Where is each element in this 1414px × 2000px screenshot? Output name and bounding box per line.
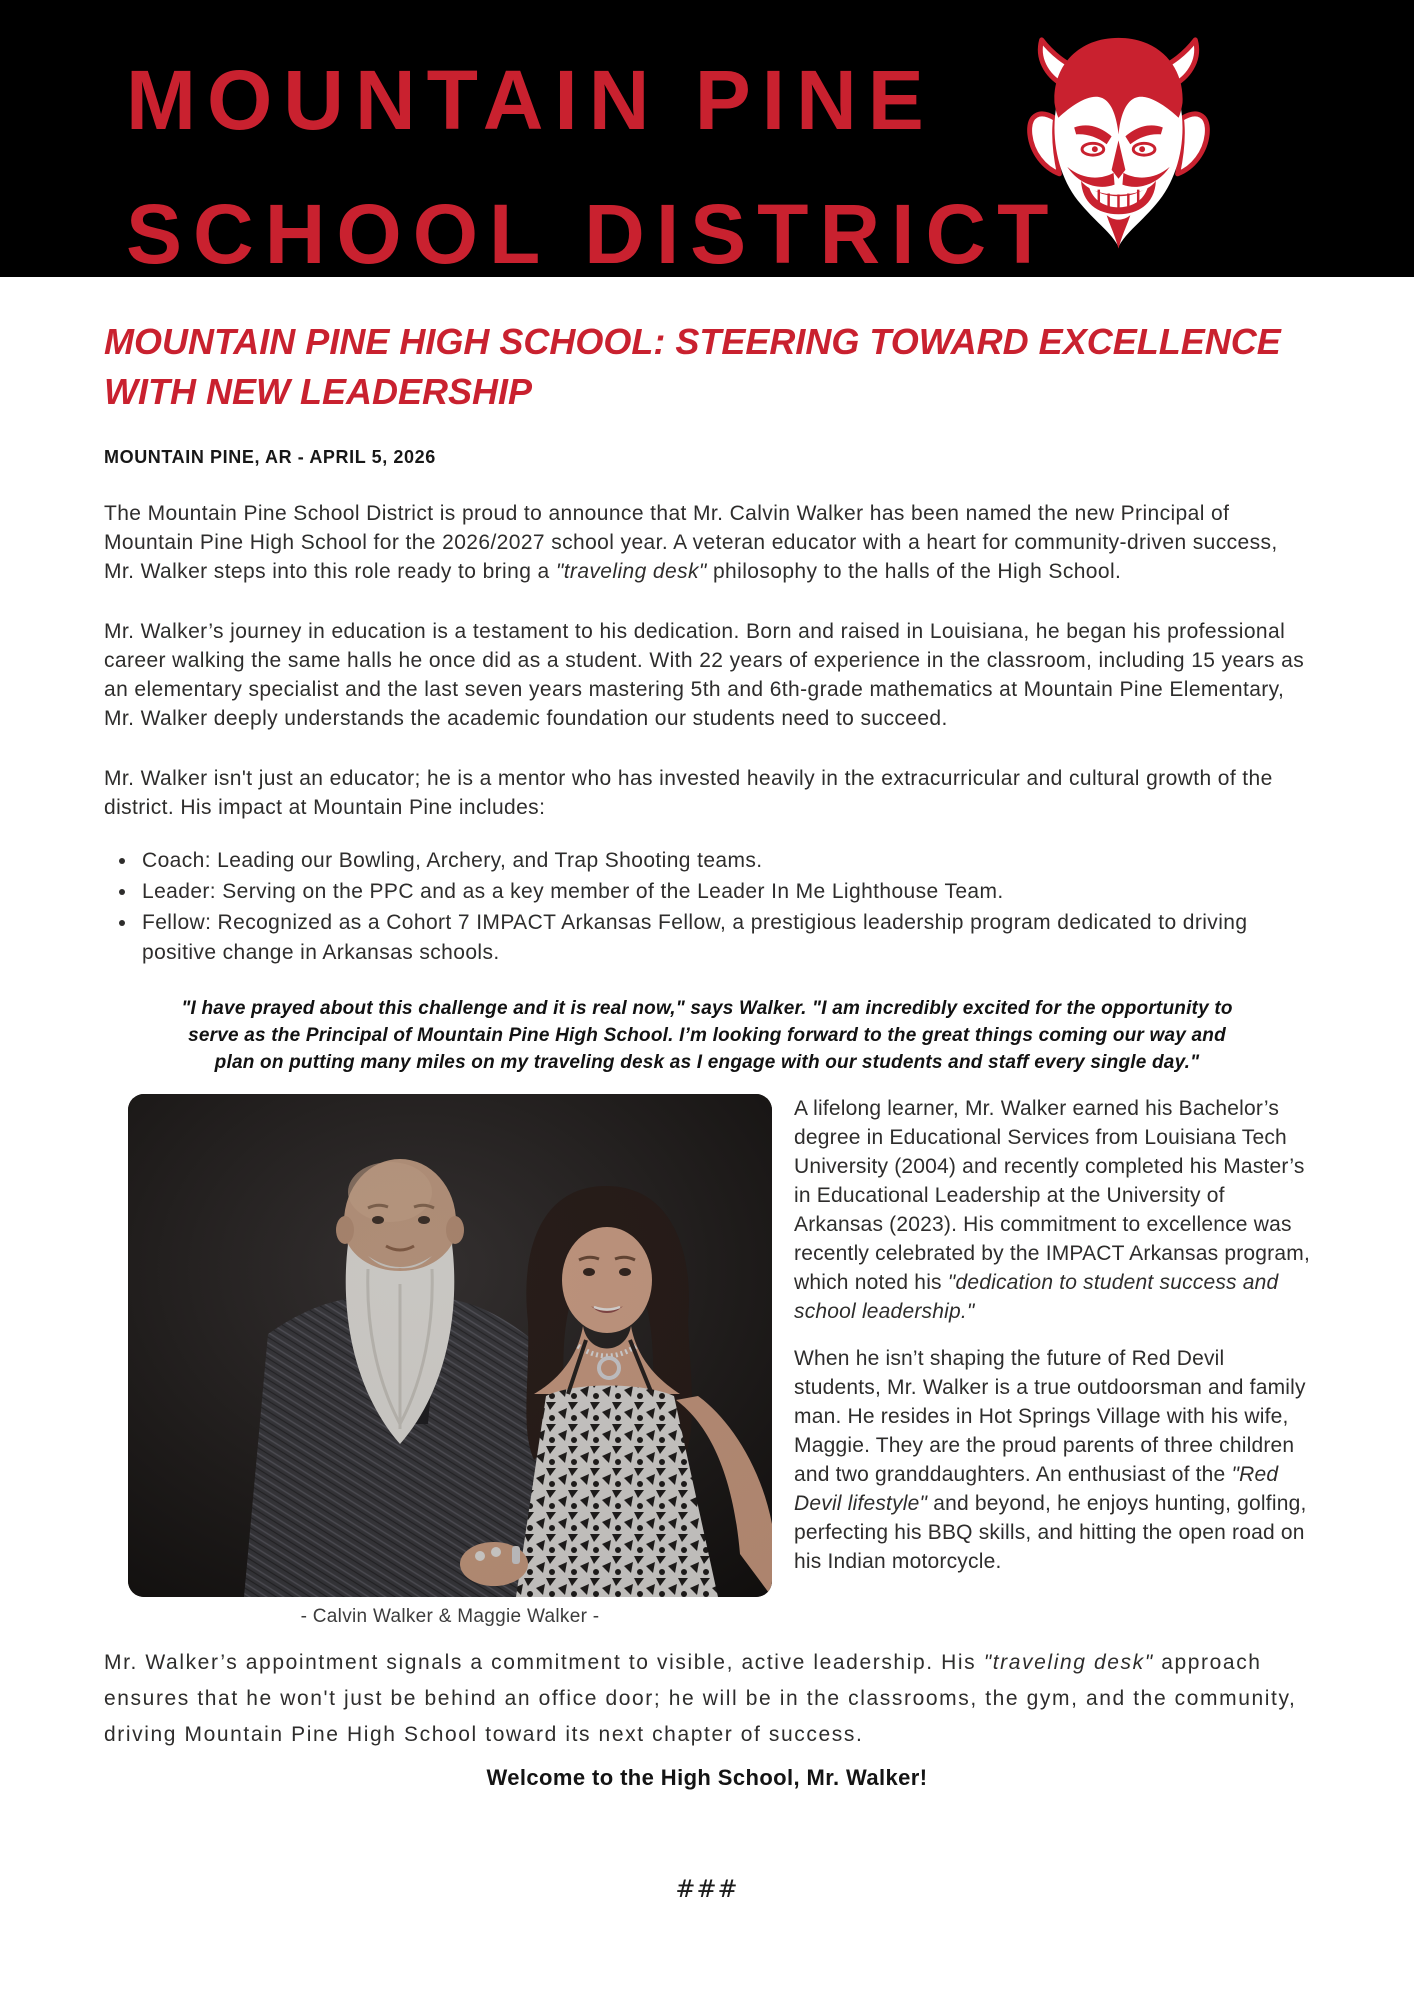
photo-calvin-maggie xyxy=(128,1094,772,1597)
welcome-line: Welcome to the High School, Mr. Walker! xyxy=(486,1765,928,1790)
bio-column xyxy=(794,1094,1310,1576)
intro-paragraph: The Mountain Pine School District is proud to announce that Mr. Calvin Walker has been named the new Principal of Mountain Pine High School for the 2026/2027 school year. A veteran educator with a heart for community-driven success, Mr. Walker steps into this role ready to bring a "traveling desk" philosophy to the halls of the High School. xyxy=(104,502,1278,583)
education-paragraph: A lifelong learner, Mr. Walker earned his Bachelor’s degree in Educational Services from Louisiana Tech University (2004) and recently completed his Master’s in Educational Leadership at the University of Arkansas (2023). His commitment to excellence was recently celebrated by the IMPACT Arkansas program, which noted his "dedication to student success and school leadership." xyxy=(794,1097,1310,1323)
article-body xyxy=(0,317,1414,1903)
photo-figure xyxy=(128,1094,772,1628)
photo-caption: - Calvin Walker & Maggie Walker - xyxy=(300,1606,600,1627)
photo-and-bio-row xyxy=(104,1094,1310,1628)
journey-paragraph: Mr. Walker’s journey in education is a testament to his dedication. Born and raised in Louisiana, he began his professional career walking the same halls he once did as a student. With 22 years of experience in the classroom, including 15 years as an elementary specialist and the last seven years mastering 5th and 6th-grade mathematics at Mountain Pine Elementary, Mr. Walker deeply understands the academic foundation our students need to succeed. xyxy=(104,620,1305,730)
closing-paragraph: Mr. Walker’s appointment signals a commitment to visible, active leadership. His "traveling desk" approach ensures that he won't just be behind an office door; he will be in the classrooms, the gym, and the community, driving Mountain Pine High School toward its next chapter of success. xyxy=(104,1651,1297,1746)
bullet-coach: • Coach: Leading our Bowling, Archery, and Trap Shooting teams. xyxy=(138,846,1310,876)
bullet-fellow: • Fellow: Recognized as a Cohort 7 IMPACT Arkansas Fellow, a prestigious leadership program dedicated to driving positive change in Arkansas schools. xyxy=(138,908,1310,968)
bullet-leader: • Leader: Serving on the PPC and as a key member of the Leader In Me Lighthouse Team. xyxy=(138,877,1310,907)
mentor-paragraph: Mr. Walker isn't just an educator; he is a mentor who has invested heavily in the extracurricular and cultural growth of the district. His impact at Mountain Pine includes: xyxy=(104,767,1273,819)
dateline: MOUNTAIN PINE, AR - APRIL 5, 2026 xyxy=(104,447,436,467)
walker-quote: "I have prayed about this challenge and it is real now," says Walker. "I am incredibly excited for the opportunity to serve as the Principal of Mountain Pine High School. I’m looking forward to the great things coming our way and plan on putting many miles on my traveling desk as I engage with our students and staff every single day." xyxy=(181,998,1233,1073)
district-name-line1: MOUNTAIN PINE xyxy=(126,53,935,147)
personal-paragraph: When he isn’t shaping the future of Red Devil students, Mr. Walker is a true outdoorsman and family man. He resides in Hot Springs Village with his wife, Maggie. They are the proud parents of three children and two granddaughters. An enthusiast of the "Red Devil lifestyle" and beyond, he enjoys hunting, golfing, perfecting his BBQ skills, and hitting the open road on his Indian motorcycle. xyxy=(794,1347,1307,1573)
district-name-line2: SCHOOL DISTRICT xyxy=(126,187,1060,281)
district-masthead xyxy=(0,0,1414,281)
impact-bullet-list xyxy=(104,846,1310,968)
article-headline: MOUNTAIN PINE HIGH SCHOOL: STEERING TOWARD EXCELLENCE WITH NEW LEADERSHIP xyxy=(104,321,1281,412)
end-mark: ### xyxy=(675,1875,739,1903)
red-devil-mascot-icon xyxy=(1020,32,1217,256)
